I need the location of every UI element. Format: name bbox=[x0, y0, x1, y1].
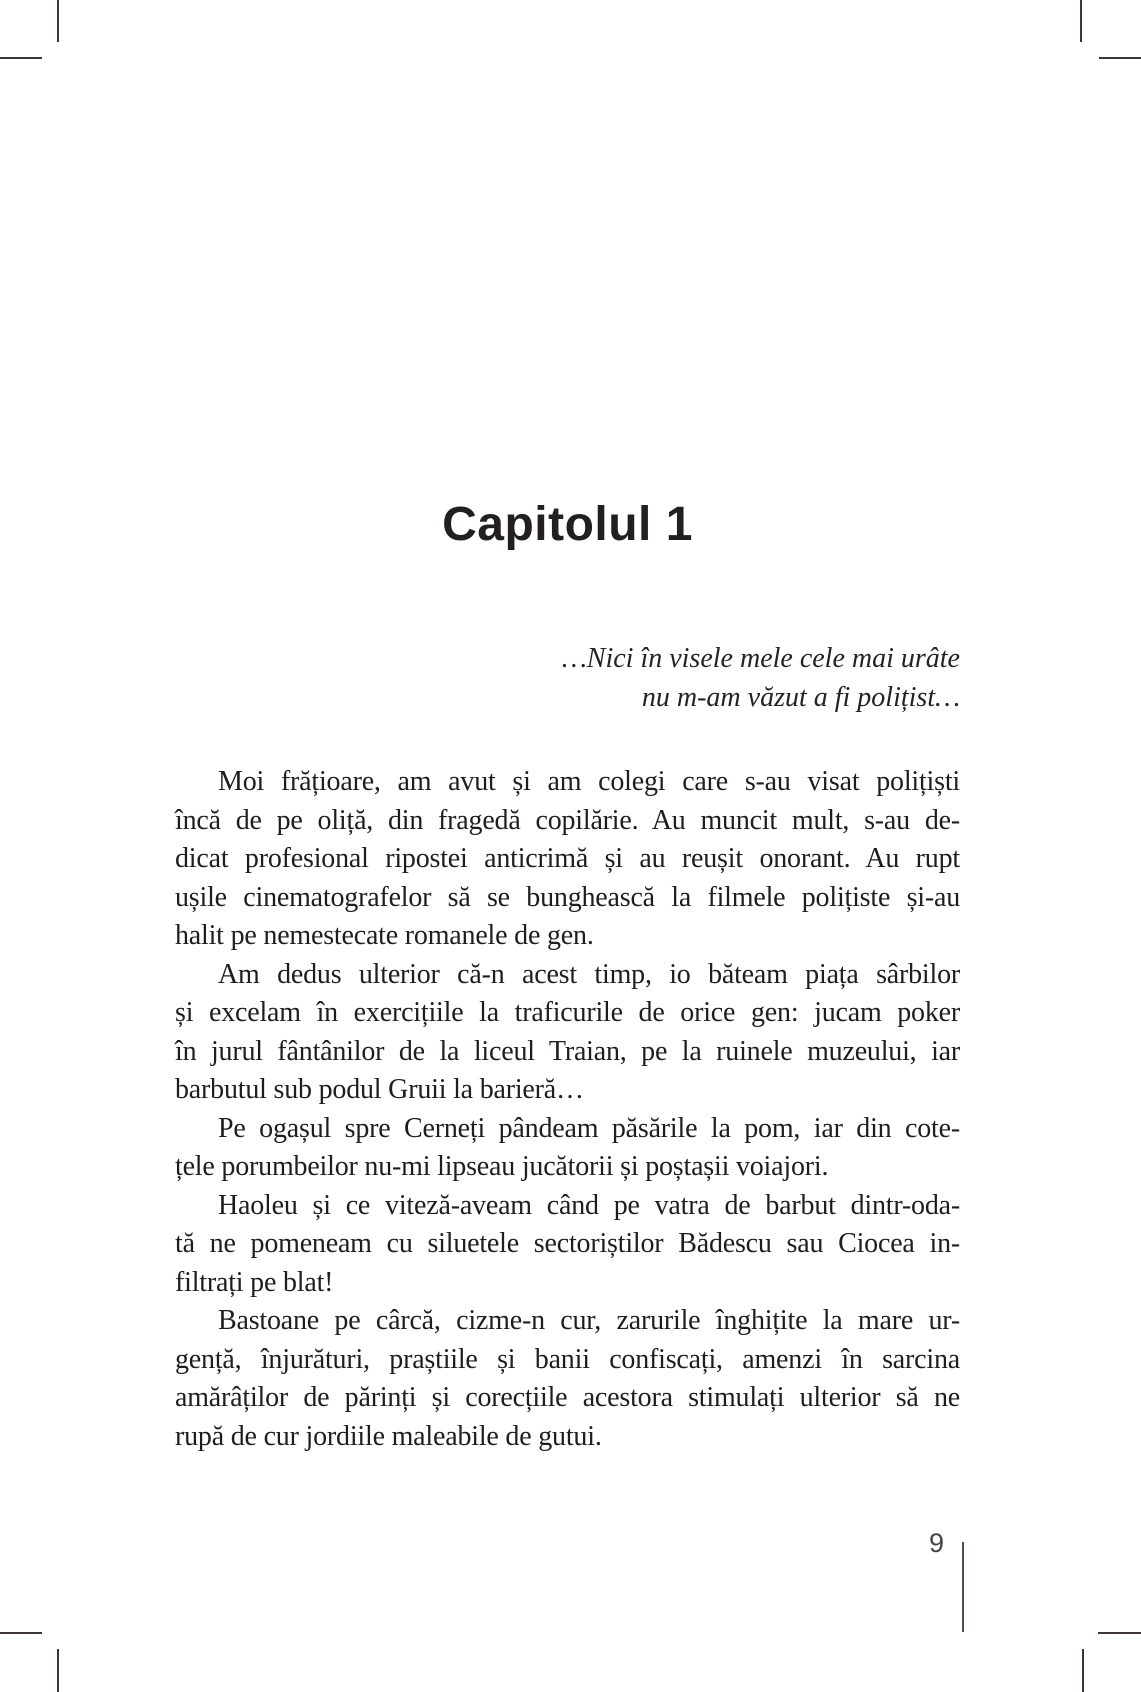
epigraph bbox=[175, 640, 960, 717]
crop-mark-bottom-right-vertical bbox=[1082, 1649, 1084, 1692]
page-number: 9 bbox=[928, 1528, 944, 1558]
crop-mark-bottom-left-vertical bbox=[57, 1649, 59, 1692]
body-line: halit pe nemestecate romanele de gen. bbox=[175, 920, 594, 951]
body-line: Pe ogașul spre Cerneți pândeam păsările la pom, iar din cote- bbox=[218, 1112, 960, 1144]
body-line: gență, înjurături, praștiile și banii confiscați, amenzi în sarcina bbox=[175, 1343, 960, 1375]
body-line: în jurul fântânilor de la liceul Traian, pe la ruinele muzeului, iar bbox=[175, 1035, 960, 1067]
epigraph-line: …Nici în visele mele cele mai urâte bbox=[561, 643, 960, 674]
crop-mark-top-right-vertical bbox=[1080, 0, 1082, 42]
body-text bbox=[175, 763, 960, 1456]
body-line: și excelam în exercițiile la traficurile de orice gen: jucam poker bbox=[175, 997, 960, 1028]
body-line: țele porumbeilor nu-mi lipseau jucătorii și poștașii voiajori. bbox=[175, 1151, 829, 1182]
body-line: amărâților de părinți și corecțiile acestora stimulați ulterior să ne bbox=[175, 1382, 960, 1413]
body-line: filtrați pe blat! bbox=[175, 1266, 334, 1298]
epigraph-line: nu m-am văzut a fi polițist… bbox=[641, 681, 960, 713]
crop-mark-top-left-horizontal bbox=[0, 57, 42, 59]
crop-mark-bottom-left-horizontal bbox=[0, 1632, 42, 1634]
body-line: încă de pe oliță, din fragedă copilărie. Au muncit mult, s-au de- bbox=[175, 804, 960, 836]
body-line: dicat profesional ripostei anticrimă și au reușit onorant. Au rupt bbox=[175, 843, 960, 874]
body-line: ușile cinematografelor să se bunghească la filmele polițiste și-au bbox=[175, 881, 960, 913]
body-line: Bastoane pe cârcă, cizme-n cur, zarurile înghițite la mare ur- bbox=[218, 1305, 960, 1336]
body-line: Am dedus ulterior că-n acest timp, io băteam piața sârbilor bbox=[218, 958, 960, 990]
chapter-heading: Capitolul 1 bbox=[442, 498, 693, 552]
body-line: Moi frățioare, am avut și am colegi care s-au visat polițiști bbox=[218, 766, 960, 797]
crop-mark-top-left-vertical bbox=[57, 0, 59, 42]
body-line: Haoleu și ce viteză-aveam când pe vatra de barbut dintr-oda- bbox=[218, 1189, 960, 1221]
crop-mark-top-right-horizontal bbox=[1099, 57, 1141, 59]
body-line: tă ne pomeneam cu siluetele sectoriștilor Bădescu sau Ciocea in- bbox=[175, 1228, 960, 1259]
folio-rule bbox=[962, 1542, 964, 1632]
body-line: barbutul sub podul Gruii la barieră… bbox=[175, 1074, 584, 1105]
body-line: rupă de cur jordiile maleabile de gutui. bbox=[175, 1420, 602, 1452]
crop-mark-bottom-right-horizontal bbox=[1098, 1632, 1141, 1634]
